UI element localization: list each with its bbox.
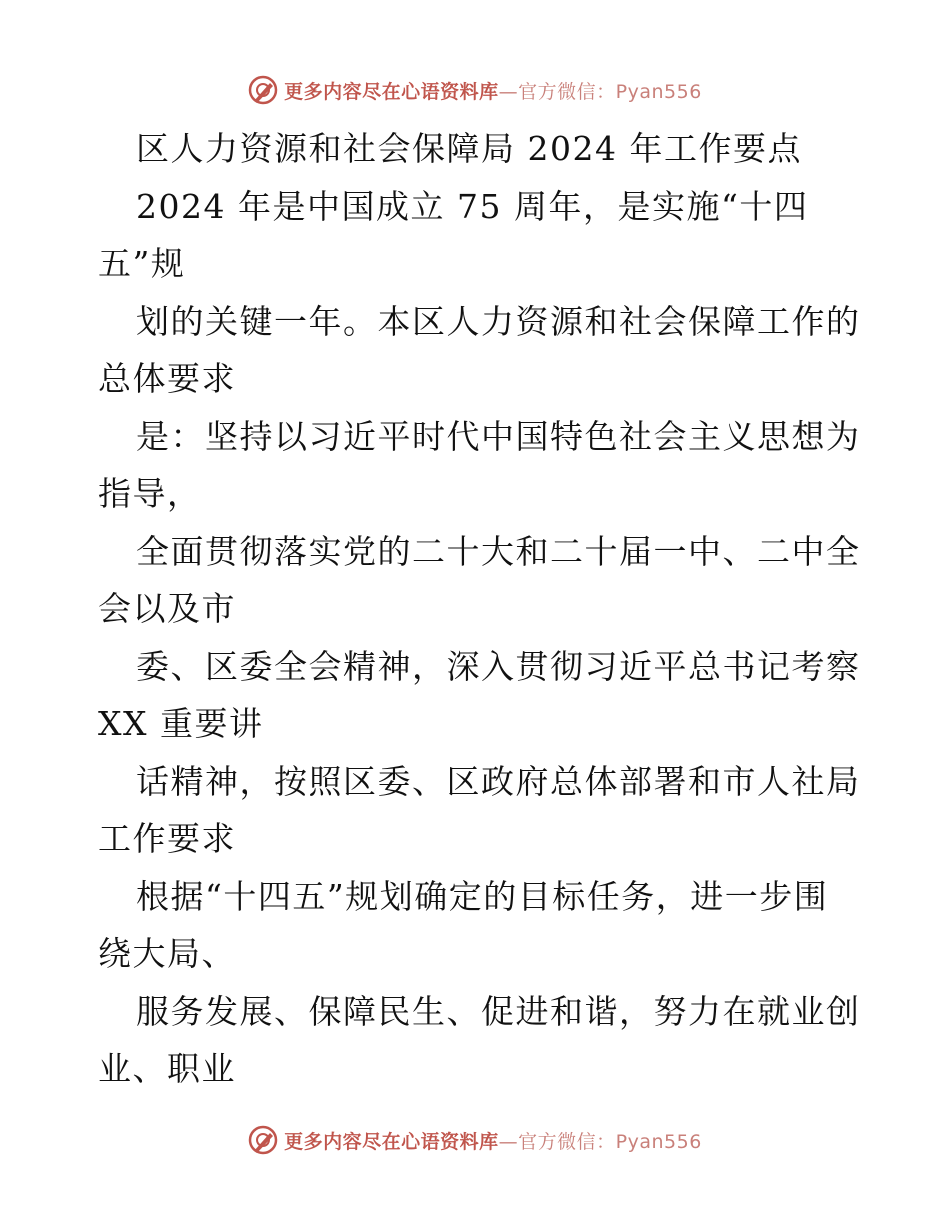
text-line: 会以及市 (98, 589, 236, 628)
text-line: 根据“十四五”规划确定的目标任务，进一步围 (136, 876, 829, 916)
text-line: 绕大局、 (98, 934, 236, 973)
text-line: 委、区委全会精神，深入贯彻习近平总书记考察 (136, 646, 861, 686)
document-body (98, 120, 861, 1098)
header-watermark (0, 70, 950, 110)
text-line: 五”规 (98, 244, 186, 283)
text-line: 业、职业 (98, 1049, 236, 1088)
text-line: 是：坚持以习近平时代中国特色社会主义思想为 (136, 416, 861, 456)
text-line: XX 重要讲 (98, 704, 264, 743)
text-line: 指导， (98, 474, 202, 513)
text-line: 总体要求 (98, 359, 236, 398)
pen-logo-icon (248, 75, 278, 105)
footer-watermark (0, 1120, 950, 1160)
pen-logo-icon (248, 1125, 278, 1155)
text-line: 服务发展、保障民生、促进和谐，努力在就业创 (136, 991, 861, 1031)
text-line: 划的关键一年。本区人力资源和社会保障工作的 (136, 301, 861, 341)
watermark-text: 更多内容尽在心语资料库—官方微信：Pyan556 (284, 80, 702, 103)
text-line: 话精神，按照区委、区政府总体部署和市人社局 (136, 761, 861, 801)
text-line: 工作要求 (98, 819, 236, 858)
text-line: 2024 年是中国成立 75 周年，是实施“十四 (136, 186, 809, 226)
text-line: 区人力资源和社会保障局 2024 年工作要点 (136, 129, 802, 168)
watermark-text: 更多内容尽在心语资料库—官方微信：Pyan556 (284, 1130, 702, 1153)
text-line: 全面贯彻落实党的二十大和二十届一中、二中全 (136, 531, 861, 571)
